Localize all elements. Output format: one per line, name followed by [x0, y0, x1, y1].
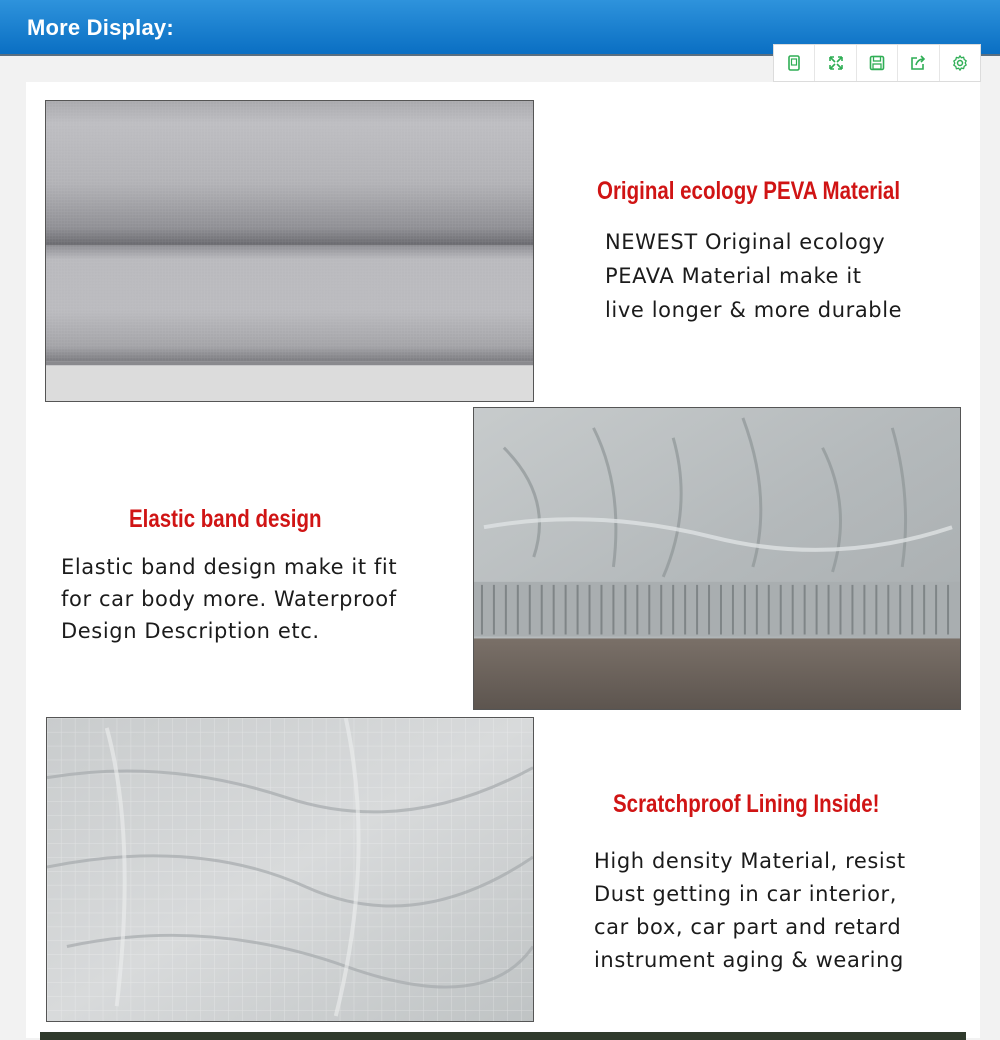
save-icon[interactable] — [857, 45, 898, 81]
description-line: car box, car part and retard — [594, 915, 902, 939]
section-heading: Original ecology PEVA Material — [597, 177, 901, 205]
section-description — [605, 225, 902, 327]
elastic-band-photo — [473, 407, 961, 710]
description-line: NEWEST Original ecology — [605, 230, 886, 254]
section-heading: Scratchproof Lining Inside! — [613, 790, 880, 818]
section-heading: Elastic band design — [129, 505, 322, 533]
description-line: Elastic band design make it fit — [61, 555, 398, 579]
description-line: live longer & more durable — [605, 298, 903, 322]
share-icon[interactable] — [898, 45, 939, 81]
display-panel — [26, 82, 980, 1038]
description-line: PEAVA Material make it — [605, 264, 862, 288]
expand-icon[interactable] — [815, 45, 856, 81]
description-line: for car body more. Waterproof — [61, 587, 397, 611]
section-description — [61, 551, 397, 647]
description-line: instrument aging & wearing — [594, 948, 904, 972]
image-toolbar — [773, 44, 981, 82]
settings-icon[interactable] — [940, 45, 980, 81]
next-photo-edge — [40, 1032, 966, 1040]
scratchproof-lining-photo — [46, 717, 534, 1022]
description-line: Dust getting in car interior, — [594, 882, 898, 906]
peva-fabric-photo — [45, 100, 534, 402]
description-line: Design Description etc. — [61, 619, 320, 643]
section-description — [594, 845, 906, 977]
description-line: High density Material, resist — [594, 849, 906, 873]
page-icon[interactable] — [774, 45, 815, 81]
section-title: More Display: — [27, 15, 174, 40]
